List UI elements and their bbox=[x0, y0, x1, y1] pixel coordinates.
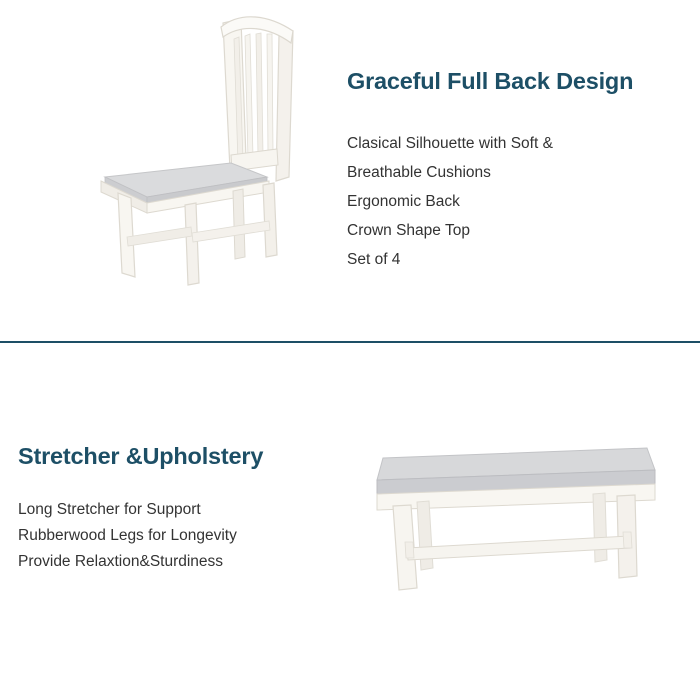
bottom-heading: Stretcher &Upholstery bbox=[18, 443, 264, 469]
dining-chair-image bbox=[55, 5, 315, 305]
top-heading: Graceful Full Back Design bbox=[347, 68, 634, 94]
bottom-bullet-1: Rubberwood Legs for Longevity bbox=[18, 527, 237, 544]
top-bullet-4: Set of 4 bbox=[347, 251, 401, 268]
top-bullet-0: Clasical Silhouette with Soft & bbox=[347, 135, 553, 152]
bottom-bullet-2: Provide Relaxtion&Sturdiness bbox=[18, 553, 224, 570]
top-bullet-1: Breathable Cushions bbox=[347, 164, 491, 181]
bottom-bullet-list bbox=[18, 497, 348, 575]
top-bullet-2: Ergonomic Back bbox=[347, 193, 460, 210]
top-text-block bbox=[347, 68, 697, 274]
bottom-bullet-0: Long Stretcher for Support bbox=[18, 501, 201, 518]
top-bullet-3: Crown Shape Top bbox=[347, 222, 470, 239]
top-feature-panel bbox=[0, 0, 700, 341]
top-bullet-list bbox=[347, 129, 697, 274]
bottom-text-block bbox=[18, 443, 348, 575]
bottom-feature-panel bbox=[0, 343, 700, 700]
bench-image bbox=[355, 418, 675, 618]
